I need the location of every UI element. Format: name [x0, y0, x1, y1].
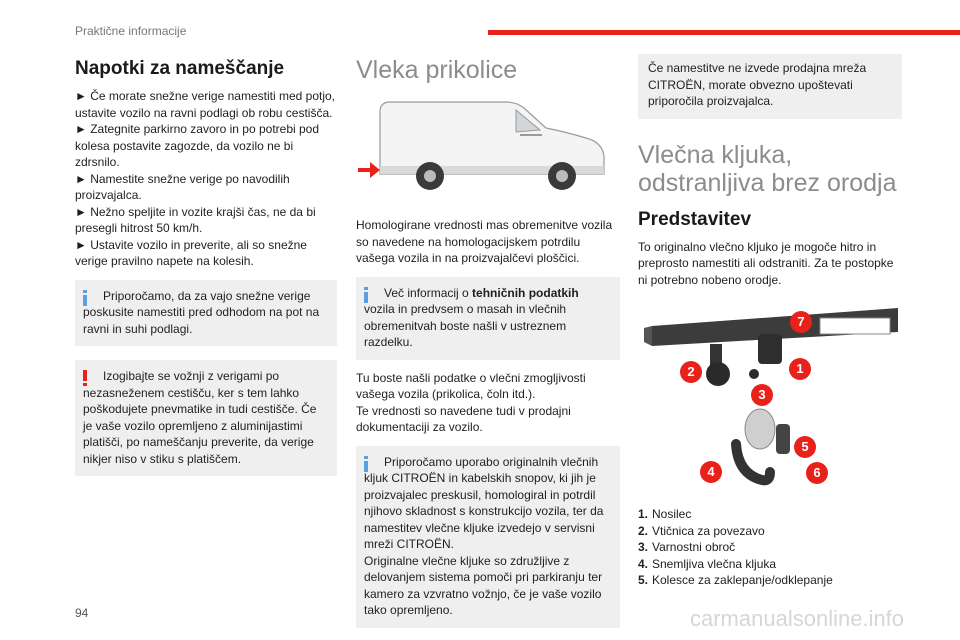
list-number: 1. [638, 507, 649, 521]
page-number: 94 [75, 606, 89, 620]
info-text: Priporočamo uporabo originalnih vlečnih kljuk CITROËN in kabelskih snopov, ki jih je proizvajalec preskusil, homologiral in potrdil njihovo skladnost s konstrukcijo vozila, ter da namestitev vlečne kljuke izvedejo v servisni mreži CITROËN. [364, 454, 604, 551]
callout-6: 6 [806, 462, 828, 484]
towbar-diagram [638, 304, 902, 500]
column-towbar [638, 52, 902, 589]
callout-4: 4 [700, 461, 722, 483]
section-title-towbar: Vlečna kljuka, odstranljiva brez orodja [638, 140, 897, 197]
step-4: ► Nežno speljite in vozite krajši čas, ne da bi presegli hitrost 50 km/h. [75, 204, 316, 235]
callout-2: 2 [680, 361, 702, 383]
list-item [638, 523, 902, 540]
callout-7: 7 [790, 311, 812, 333]
info-text-end: vozila in predvsem o masah in vlečnih obremenitvah boste našli v ustreznem razdelku. [364, 302, 567, 349]
column-snow-chains [75, 52, 337, 476]
list-item [638, 539, 902, 556]
dealer-note-box [638, 54, 902, 119]
intro-paragraph: To originalno vlečno kljuko je mogoče hitro in preprosto namestiti ali odstraniti. Za te postopke ni potrebno nobeno orodje. [638, 239, 894, 287]
callout-3: 3 [751, 384, 773, 406]
step-1: ► Če morate snežne verige namestiti med potjo, ustavite vozilo na ravni podlagi ob robu cestišča. [75, 89, 335, 120]
parts-list [638, 506, 902, 589]
info-text [364, 285, 612, 351]
list-text: Nosilec [652, 507, 692, 521]
towing-capacity-paragraph: Tu boste našli podatke o vlečni zmogljivosti vašega vozila (prikolica, čoln itd.). [356, 370, 586, 401]
warning-box [75, 360, 337, 476]
subsection-heading: Predstavitev [638, 208, 752, 230]
list-number: 3. [638, 540, 649, 554]
list-text: Vtičnica za povezavo [652, 523, 765, 538]
info-box-technical [356, 277, 620, 360]
info-icon [364, 456, 368, 472]
step-5: ► Ustavite vozilo in preverite, ali so snežne verige pravilno napete na kolesih. [75, 237, 307, 268]
info-text-start: Več informacij o [384, 285, 473, 300]
running-header: Praktične informacije [75, 24, 187, 38]
info-text: Priporočamo, da za vajo snežne verige poskusite namestiti pred odhodom na pot na ravni in suhi podlagi. [83, 288, 320, 336]
list-number: 2. [638, 523, 649, 538]
column-towing [356, 52, 620, 628]
info-icon [364, 287, 368, 303]
homologation-paragraph: Homologirane vrednosti mas obremenitve vozila so navedene na homologacijskem potrdilu vašega vozila in na proizvajalčevi ploščici. [356, 218, 613, 265]
list-text: Snemljiva vlečna kljuka [652, 556, 777, 571]
site-watermark: carmanualsonline.info [690, 606, 905, 631]
warning-icon [83, 370, 87, 386]
sales-docs-paragraph: Te vrednosti so navedene tudi v prodajni dokumentaciji za vozilo. [356, 403, 571, 434]
step-2: ► Zategnite parkirno zavoro in po potrebi pod kolesa postavite zagozde, da vozilo ne bi zdrsnilo. [75, 122, 320, 169]
info-box-original-towbars [356, 446, 620, 628]
info-text-compat: Originalne vlečne kljuke so združljive z delovanjem sistema pomoči pri parkiranju ter kamero za vzvratno vožnjo, če je vaše vozilo tako opremljeno. [364, 553, 603, 617]
list-number: 4. [638, 556, 649, 571]
technical-data-link-text: tehničnih podatkih [472, 285, 579, 300]
callout-5: 5 [794, 436, 816, 458]
list-item [638, 506, 902, 523]
list-text: Varnostni obroč [652, 540, 736, 554]
list-number: 5. [638, 573, 649, 587]
dealer-note-text: Če namestitve ne izvede prodajna mreža CITROËN, morate obvezno upoštevati priporočila proizvajalca. [648, 61, 867, 108]
warning-text: Izogibajte se vožnji z verigami po nezasneženem cestišču, ker s tem lahko poškodujete pnevmatike in tudi cestišče. Če je vaše vozilo opremljeno z aluminijastimi platišči, po nameščanju preverite, da verige nikjer niso v stiku s platiščem. [83, 369, 317, 466]
van-illustration [356, 94, 620, 204]
list-text: Kolesce za zaklepanje/odklepanje [652, 573, 833, 587]
list-item [638, 556, 902, 573]
step-3: ► Namestite snežne verige po navodilih proizvajalca. [75, 171, 290, 202]
info-box [75, 280, 337, 347]
callout-1: 1 [789, 358, 811, 380]
info-icon [83, 290, 87, 306]
section-heading: Napotki za nameščanje [75, 58, 285, 79]
header-accent-bar [488, 30, 960, 35]
list-item [638, 572, 902, 589]
section-title-towing: Vleka prikolice [356, 56, 518, 84]
